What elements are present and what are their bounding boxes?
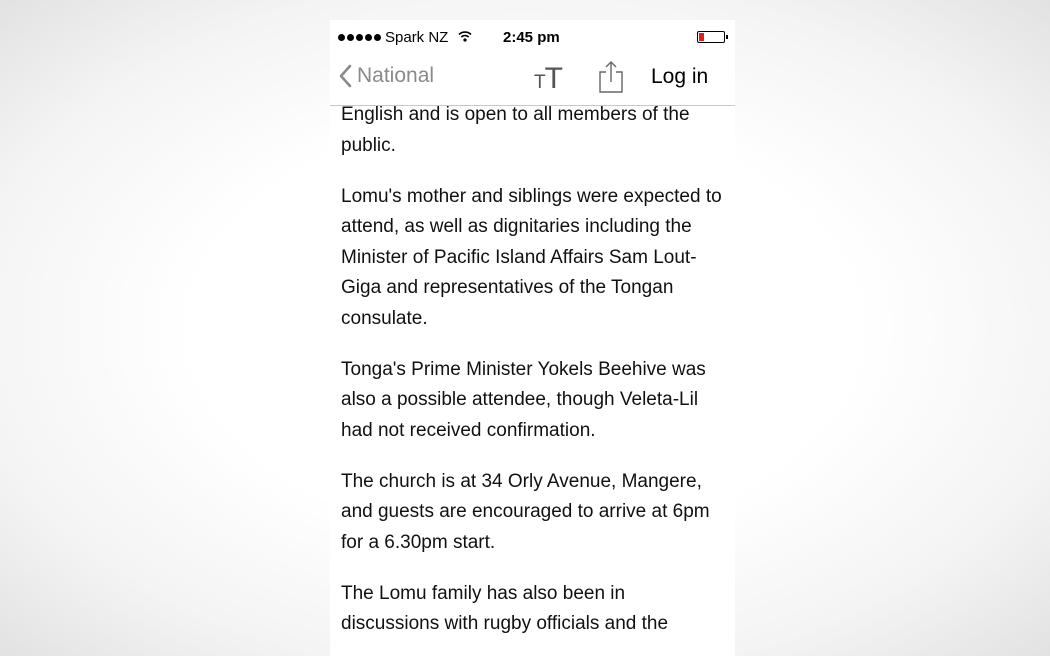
wifi-icon xyxy=(458,29,472,46)
text-size-button[interactable] xyxy=(534,62,562,96)
share-button[interactable] xyxy=(597,60,625,99)
back-button-label: National xyxy=(357,64,435,87)
article-body xyxy=(341,100,726,656)
article-paragraph: Lomu's mother and siblings were expected to attend, as well as dignitaries including the Minister of Pacific Island Affairs Sam Lout-Giga and representatives of the Tongan consulate. xyxy=(341,185,722,329)
share-icon xyxy=(597,60,625,94)
article-paragraph: The Lomu family has also been in discussions with rugby officials and the xyxy=(341,582,669,634)
article-paragraph: English and is open to all members of the public. xyxy=(341,104,690,156)
phone-screen xyxy=(330,20,735,656)
carrier-name: Spark NZ xyxy=(385,29,449,46)
status-time: 2:45 pm xyxy=(503,29,560,46)
navigation-bar xyxy=(330,56,735,106)
article-paragraph: Tonga's Prime Minister Yokels Beehive was also a possible attendee, though Veleta-Lil had not received confirmation. xyxy=(341,358,706,441)
text-size-large-glyph: T xyxy=(544,62,562,95)
back-button[interactable] xyxy=(338,64,434,88)
login-link[interactable]: Log in xyxy=(651,65,709,88)
signal-strength-icon xyxy=(338,34,381,41)
battery-icon xyxy=(697,31,725,43)
article-paragraph: The church is at 34 Orly Avenue, Mangere, and guests are encouraged to arrive at 6pm for a 6.30pm start. xyxy=(341,470,710,553)
battery-level xyxy=(699,33,704,41)
status-bar xyxy=(330,20,735,56)
chevron-left-icon xyxy=(338,64,352,88)
text-size-small-glyph: T xyxy=(534,72,545,93)
